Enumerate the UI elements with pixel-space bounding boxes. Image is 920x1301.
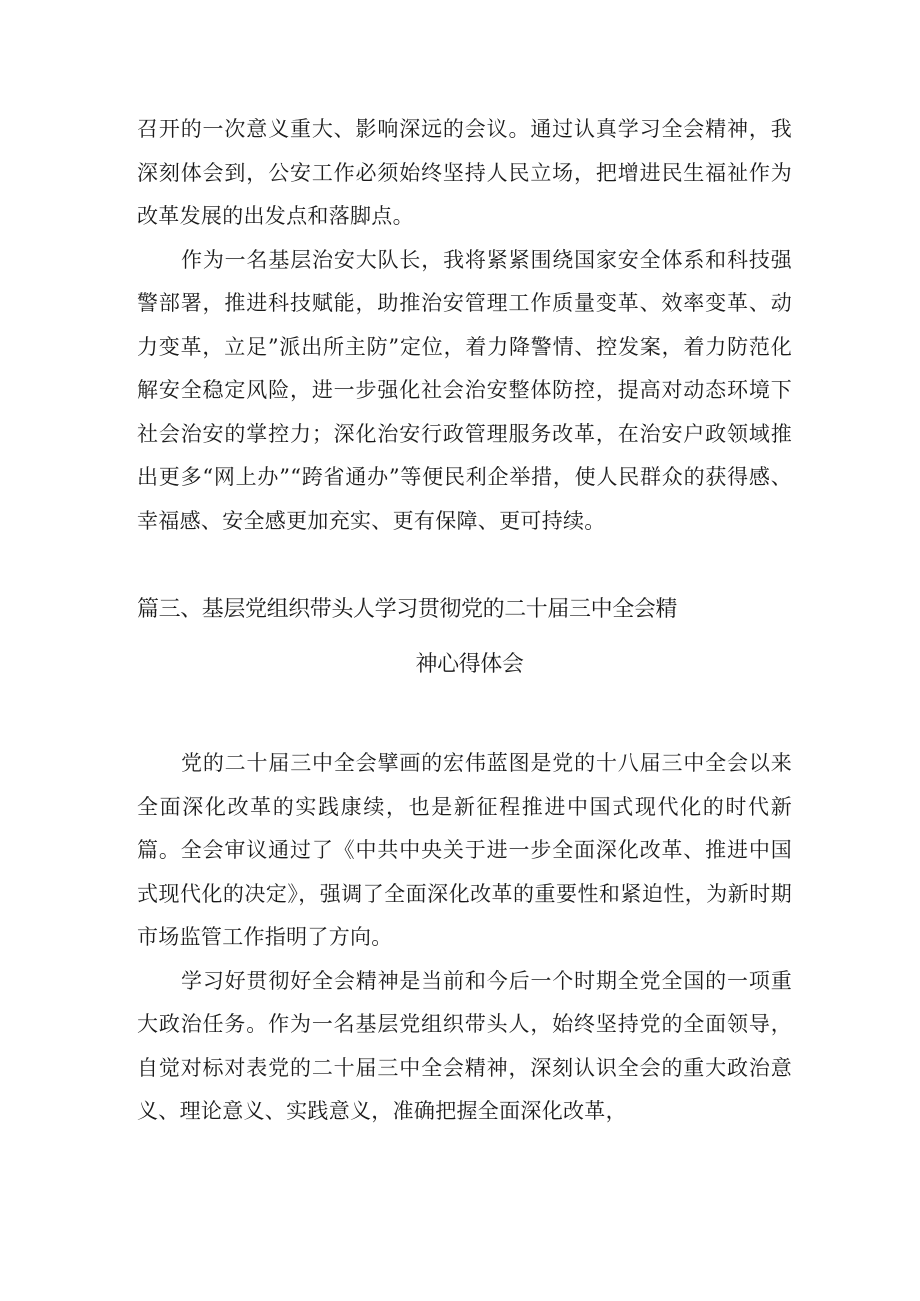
- document-page: [137, 108, 792, 1134]
- section-heading-line1: 篇三、基层党组织带头人学习贯彻党的二十届三中全会精: [137, 597, 678, 622]
- section-spacer: [137, 680, 792, 742]
- section-heading-line2: 神心得体会: [415, 652, 524, 677]
- paragraph-study-task: 学习好贯彻好全会精神是当前和今后一个时期全党全国的一项重大政治任务。作为一名基层党组织带头人，始终坚持党的全面领导，自觉对标对表党的二十届三中全会精神，深刻认识全会的重大政治意义、理论意义、实践意义，准确把握全面深化改革，: [137, 968, 792, 1123]
- paragraph-security-captain: 作为一名基层治安大队长，我将紧紧围绕国家安全体系和科技强警部署，推进科技赋能，助推治安管理工作质量变革、效率变革、动力变革，立足”派出所主防”定位，着力降警情、控发案，着力防范化解安全稳定风险，进一步强化社会治安整体防控，提高对动态环境下社会治安的掌控力；深化治安行政管理服务改革，在治安户政领域推出更多“网上办”“跨省通办”等便民利企举措，使人民群众的获得感、幸福感、安全感更加充实、更有保障、更可持续。: [137, 247, 792, 533]
- paragraph-continuation: 召开的一次意义重大、影响深远的会议。通过认真学习全会精神，我深刻体会到，公安工作必须始终坚持人民立场，把增进民生福祉作为改革发展的出发点和落脚点。: [137, 117, 792, 228]
- paragraph-plenum-blueprint: 党的二十届三中全会擘画的宏伟蓝图是党的十八届三中全会以来全面深化改革的实践康续，也是新征程推进中国式现代化的时代新篇。全会审议通过了《中共中央关于进一步全面深化改革、推进中国式现代化的决定》，强调了全面深化改革的重要性和紧迫性，为新时期市场监管工作指明了方向。: [137, 751, 792, 949]
